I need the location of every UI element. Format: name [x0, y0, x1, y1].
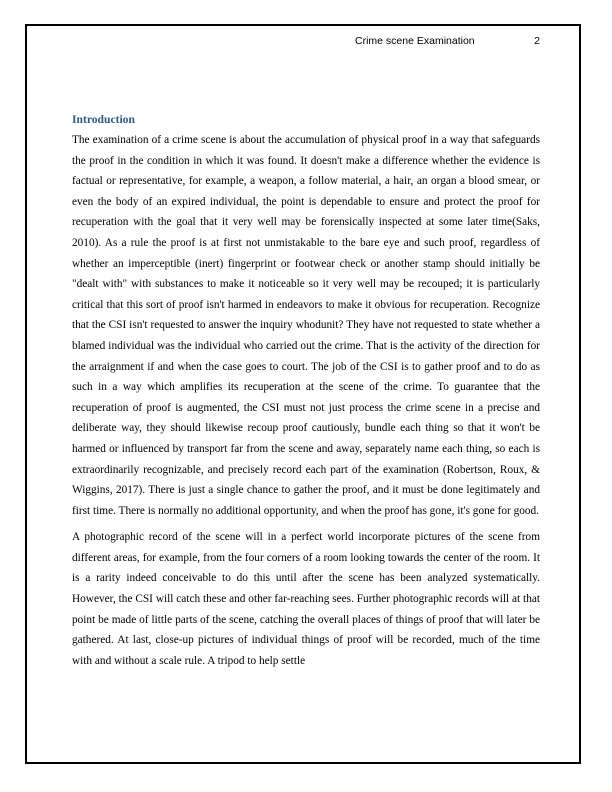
page-number: 2 [534, 35, 540, 47]
paragraph: A photographic record of the scene will in a perfect world incorporate pictures of the scene from different areas, for example, from the four corners of a room looking towards the center of the room. It is a rarity indeed conceivable to do this until after the scene has been analyzed systematically. However, the CSI will catch these and other far-reaching sees. Further photographic records will at that point be made of little parts of the scene, catching the overall places of things of proof that will later be gathered. At last, close-up pictures of individual things of proof will be recorded, much of the time with and without a scale rule. A tripod to help settle [72, 531, 540, 667]
document-body [72, 110, 540, 671]
page-header [72, 35, 540, 51]
running-title: Crime scene Examination [355, 35, 475, 47]
section-heading: Introduction [72, 113, 135, 126]
paragraph: The examination of a crime scene is about the accumulation of physical proof in a way that safeguards the proof in the condition in which it was found. It doesn't make a difference whether the evidence is factual or representative, for example, a weapon, a follow material, a hair, an organ a blood smear, or even the body of an expired individual, the point is dependable to ensure and protect the proof for recuperation with the goal that it very well may be forensically inspected at some later time(Saks, 2010). As a rule the proof is at first not unmistakable to the bare eye and such proof, regardless of whether an imperceptible (inert) fingerprint or footwear check or another stamp should initially be "dealt with" with substances to make it noticeable so it very well may be recouped; it is particularly critical that this sort of proof isn't harmed in endeavors to make it obvious for recuperation. Recognize that the CSI isn't requested to answer the inquiry whodunit? They have not requested to state whether a blamed individual was the individual who carried out the crime. That is the activity of the direction for the arraignment if and when the case goes to court. The job of the CSI is to gather proof and to do as such in a way which amplifies its recuperation at the scene of the crime. To guarantee that the recuperation of proof is augmented, the CSI must not just process the crime scene in a precise and deliberate way, they should likewise recoup proof cautiously, bundle each thing so that it won't be harmed or influenced by transport far from the scene and away, separately name each thing, so each is extraordinarily recognizable, and precisely record each part of the examination (Robertson, Roux, & Wiggins, 2017). There is just a single chance to gather the proof, and it must be done legitimately and first time. There is normally no additional opportunity, and when the proof has gone, it's gone for good. [72, 134, 540, 517]
